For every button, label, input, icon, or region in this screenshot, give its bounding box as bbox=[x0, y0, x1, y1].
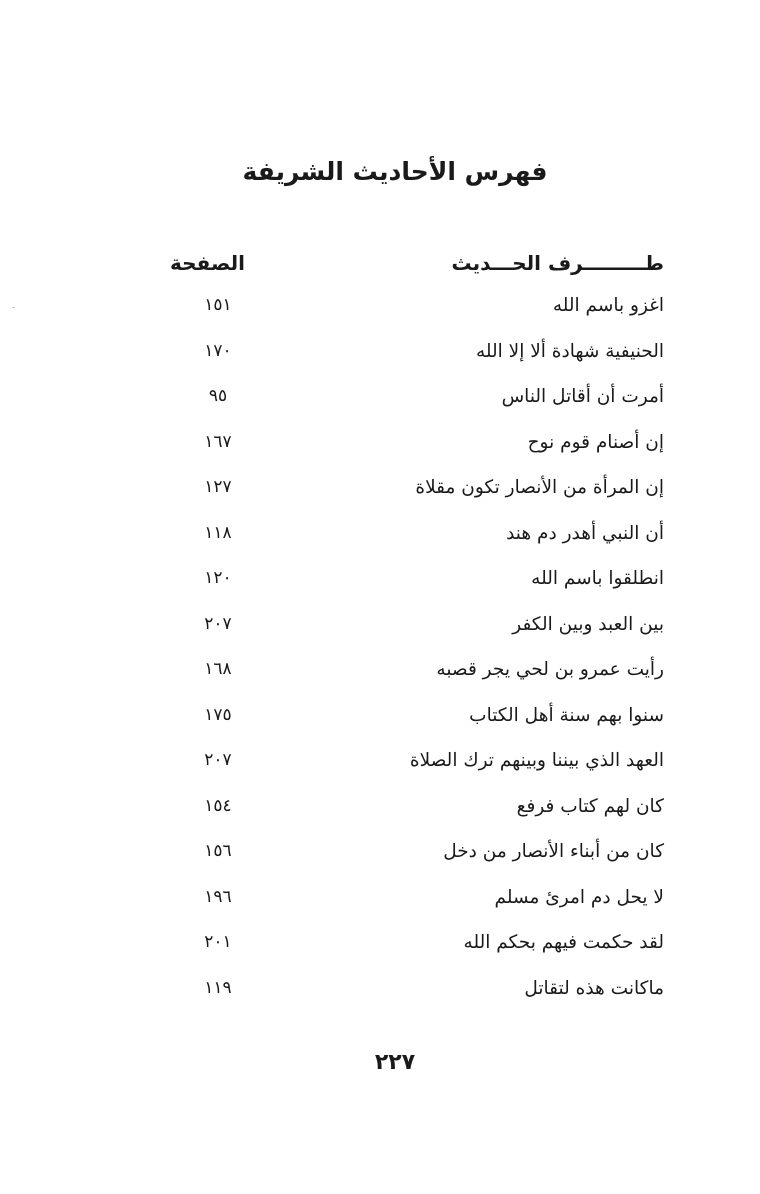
hadith-text: العهد الذي بيننا وبينهم ترك الصلاة bbox=[409, 750, 664, 771]
hadith-page-number: ١٦٧ bbox=[204, 431, 232, 452]
hadith-text: اغزو باسم الله bbox=[552, 295, 664, 316]
index-entry bbox=[170, 329, 664, 375]
index-entry bbox=[170, 920, 664, 966]
page-column-header: الصفحة bbox=[170, 251, 246, 275]
index-entry bbox=[170, 966, 664, 1012]
index-entry bbox=[170, 556, 664, 602]
index-entry bbox=[170, 784, 664, 830]
hadith-text: بين العبد وبين الكفر bbox=[512, 613, 664, 635]
hadith-text: لا يحل دم امرئ مسلم bbox=[494, 886, 664, 908]
hadith-column-header: طـــــــــرف الحـــديث bbox=[451, 251, 664, 275]
index-entry bbox=[170, 374, 664, 420]
hadith-page-number: ١٧٥ bbox=[204, 704, 232, 725]
hadith-text: لقد حكمت فيهم بحكم الله bbox=[463, 932, 664, 953]
hadith-text: الحنيفية شهادة ألا إلا الله bbox=[475, 340, 664, 362]
index-entry bbox=[170, 511, 664, 557]
hadith-page-number: ١٥١ bbox=[204, 295, 232, 315]
hadith-text: أمرت أن أقاتل الناس bbox=[501, 386, 664, 407]
hadith-text: كان من أبناء الأنصار من دخل bbox=[443, 841, 664, 862]
margin-mark bbox=[12, 307, 15, 308]
hadith-text: إن أصنام قوم نوح bbox=[527, 431, 664, 453]
hadith-text: رأيت عمرو بن لحي يجر قصبه bbox=[436, 659, 664, 680]
column-headers bbox=[170, 243, 664, 283]
hadith-page-number: ١١٨ bbox=[204, 522, 232, 543]
hadith-text: سنوا بهم سنة أهل الكتاب bbox=[469, 704, 664, 726]
hadith-text: إن المرأة من الأنصار تكون مقلاة bbox=[415, 477, 664, 498]
hadith-page-number: ١٦٨ bbox=[204, 659, 232, 679]
hadith-page-number: ١١٩ bbox=[204, 977, 232, 998]
hadith-page-number: ٢٠١ bbox=[204, 932, 232, 952]
hadith-index-list bbox=[170, 283, 664, 1011]
hadith-page-number: ١٥٤ bbox=[204, 795, 232, 816]
hadith-text: أن النبي أهدر دم هند bbox=[506, 522, 664, 544]
index-entry bbox=[170, 829, 664, 875]
index-entry bbox=[170, 602, 664, 648]
hadith-page-number: ١٩٦ bbox=[204, 886, 232, 907]
hadith-text: كان لهم كتاب فرفع bbox=[516, 795, 664, 817]
hadith-page-number: ١٢٠ bbox=[204, 568, 232, 588]
hadith-text: انطلقوا باسم الله bbox=[531, 568, 664, 589]
index-entry bbox=[170, 693, 664, 739]
index-entry bbox=[170, 283, 664, 329]
hadith-page-number: ١٢٧ bbox=[204, 477, 232, 497]
hadith-page-number: ٢٠٧ bbox=[204, 750, 232, 770]
index-entry bbox=[170, 738, 664, 784]
index-entry bbox=[170, 647, 664, 693]
hadith-page-number: ٩٥ bbox=[208, 386, 228, 406]
index-entry bbox=[170, 875, 664, 921]
hadith-page-number: ٢٠٧ bbox=[204, 613, 232, 634]
page-number: ٢٢٧ bbox=[374, 1050, 416, 1075]
hadith-text: ماكانت هذه لتقاتل bbox=[524, 977, 664, 999]
hadith-page-number: ١٥٦ bbox=[204, 841, 232, 861]
page-title: فهرس الأحاديث الشريفة bbox=[242, 157, 548, 186]
index-entry bbox=[170, 465, 664, 511]
hadith-page-number: ١٧٠ bbox=[204, 340, 232, 361]
index-entry bbox=[170, 420, 664, 466]
